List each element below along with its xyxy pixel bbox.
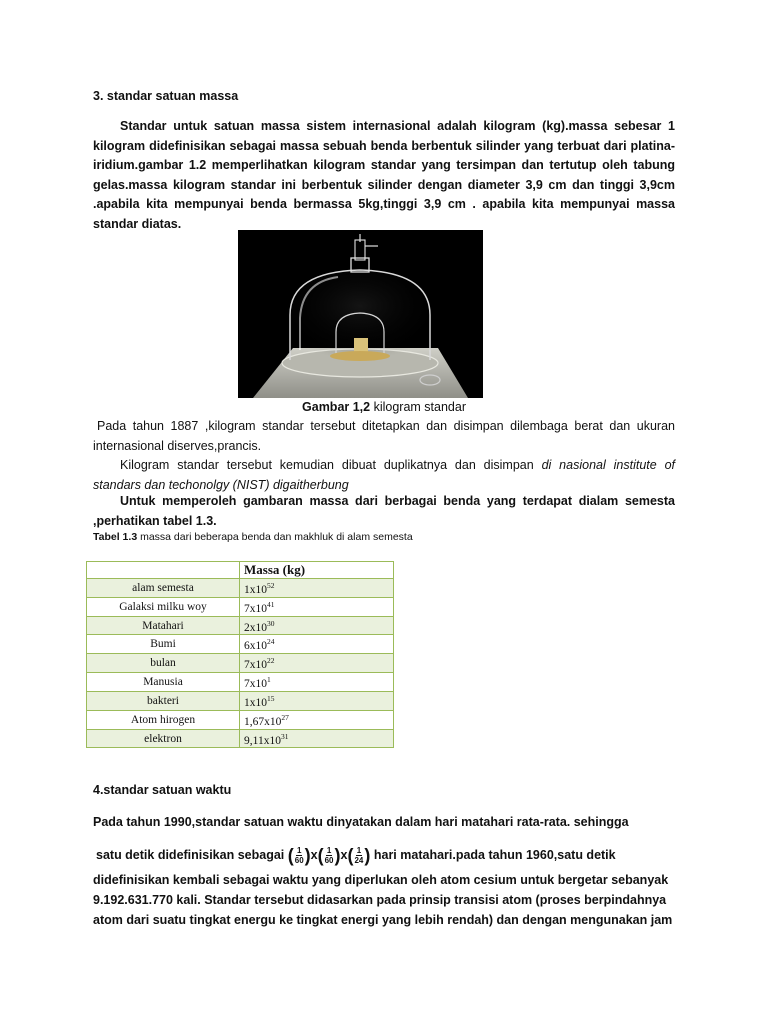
paragraph: Untuk memperoleh gambaran massa dari berbagai benda yang terdapat dialam semesta ,perhatikan tabel 1.3. xyxy=(93,494,675,528)
table-cell-name: bakteri xyxy=(87,691,240,710)
times-sign: x xyxy=(340,847,348,862)
paragraph: Pada tahun 1887 ,kilogram standar tersebut ditetapkan dan disimpan dilembaga berat dan ukuran internasional diserves,prancis. xyxy=(93,419,675,453)
times-sign: x xyxy=(310,847,318,862)
fraction: $\frac{1}{60}$ xyxy=(324,846,334,865)
paragraph: Standar untuk satuan massa sistem internasional adalah kilogram (kg).massa sebesar 1 kilogram didefinisikan sebagai massa sebuah benda berbentuk silinder yang terbuat dari platina-iridium.gambar 1.2 memperlihatkan kilogram standar yang tersimpan dan tertutup oleh tabung gelas.massa kilogram standar ini berbentuk silinder dengan diameter 3,9 cm dan tinggi 3,9cm .apabila kita mempunyai benda bermassa 5kg,tinggi 3,9 cm . apabila kita mempunyai massa standar diatas. xyxy=(93,119,675,231)
table-cell-mass: $1x10^{52}$ xyxy=(240,579,394,598)
table-cell-name: bulan xyxy=(87,654,240,673)
table-row xyxy=(87,579,394,598)
table-row xyxy=(87,597,394,616)
figure-caption-label: Gambar 1,2 xyxy=(302,400,371,414)
definition-text: satu detik didefinisikan sebagai xyxy=(96,847,285,862)
table-caption-label: Tabel 1.3 xyxy=(93,531,138,543)
table-cell-name: elektron xyxy=(87,729,240,748)
table-cell-mass: $1x10^{15}$ xyxy=(240,691,394,710)
table-cell-name: alam semesta xyxy=(87,579,240,598)
paragraph: didefinisikan kembali sebagai waktu yang diperlukan oleh atom cesium untuk bergetar sebanyak 9.192.631.770 kali. Standar tersebut didasarkan pada prinsip transisi atom (proses berpindahnya atom dari suatu tingkat energu ke tingkat energi yang lebih rendah) dan dengan mengunakan jam xyxy=(93,873,673,927)
table-cell-name: Manusia xyxy=(87,673,240,692)
table-cell-mass: $7x10^{22}$ xyxy=(240,654,394,673)
table-cell-mass: $7x10^{41}$ xyxy=(240,597,394,616)
table-cell-name: Matahari xyxy=(87,616,240,635)
table-cell-name: Bumi xyxy=(87,635,240,654)
table-row xyxy=(87,654,394,673)
table-row xyxy=(87,691,394,710)
table-cell-mass: $2x10^{30}$ xyxy=(240,616,394,635)
fraction-paren: ( xyxy=(287,845,294,866)
table-cell-mass: $6x10^{24}$ xyxy=(240,635,394,654)
table-header-cell xyxy=(87,562,240,579)
table-row xyxy=(87,616,394,635)
definition-line: satu detik didefinisikan sebagai ( $\frac{1}{60}$ )x( $\frac{1}{60}$ )x( $\frac{1}{24}$ ) hari matahari.pada tahun 1960,satu detik xyxy=(96,845,616,866)
table-cell-mass: $1,67x10^{27}$ xyxy=(240,710,394,729)
table-cell-mass: $7x10^1$ xyxy=(240,673,394,692)
figure-caption xyxy=(0,400,768,414)
table-cell-mass: $9,11x10^{31}$ xyxy=(240,729,394,748)
section-heading: 4.standar satuan waktu xyxy=(93,783,232,797)
paragraph xyxy=(93,456,675,495)
table-header-cell: Massa (kg) xyxy=(240,562,394,579)
table-row xyxy=(87,729,394,748)
kilogram-standard-photo xyxy=(238,230,483,398)
fraction: $\frac{1}{24}$ xyxy=(354,846,364,865)
figure-caption-text: kilogram standar xyxy=(370,400,466,414)
table-caption xyxy=(93,531,413,543)
table-cell-name: Galaksi milku woy xyxy=(87,597,240,616)
definition-text-end: hari matahari.pada tahun 1960,satu detik xyxy=(373,847,616,862)
paragraph-italic-text: di nasional institute of standars dan techonolgy (NIST) digaitherbung xyxy=(93,458,676,492)
fraction: $\frac{1}{60}$ xyxy=(294,846,304,865)
table-caption-text: massa dari beberapa benda dan makhluk di alam semesta xyxy=(137,531,413,543)
section-heading: 3. standar satuan massa xyxy=(93,89,239,103)
table-row xyxy=(87,673,394,692)
paragraph-text: Kilogram standar tersebut kemudian dibuat duplikatnya dan disimpan xyxy=(120,458,542,472)
table-row xyxy=(87,635,394,654)
table-header-row xyxy=(87,562,394,579)
paragraph: Pada tahun 1990,standar satuan waktu dinyatakan dalam hari matahari rata-rata. sehingga xyxy=(93,815,629,829)
mass-table xyxy=(86,561,394,748)
table-cell-name: Atom hirogen xyxy=(87,710,240,729)
table-row xyxy=(87,710,394,729)
